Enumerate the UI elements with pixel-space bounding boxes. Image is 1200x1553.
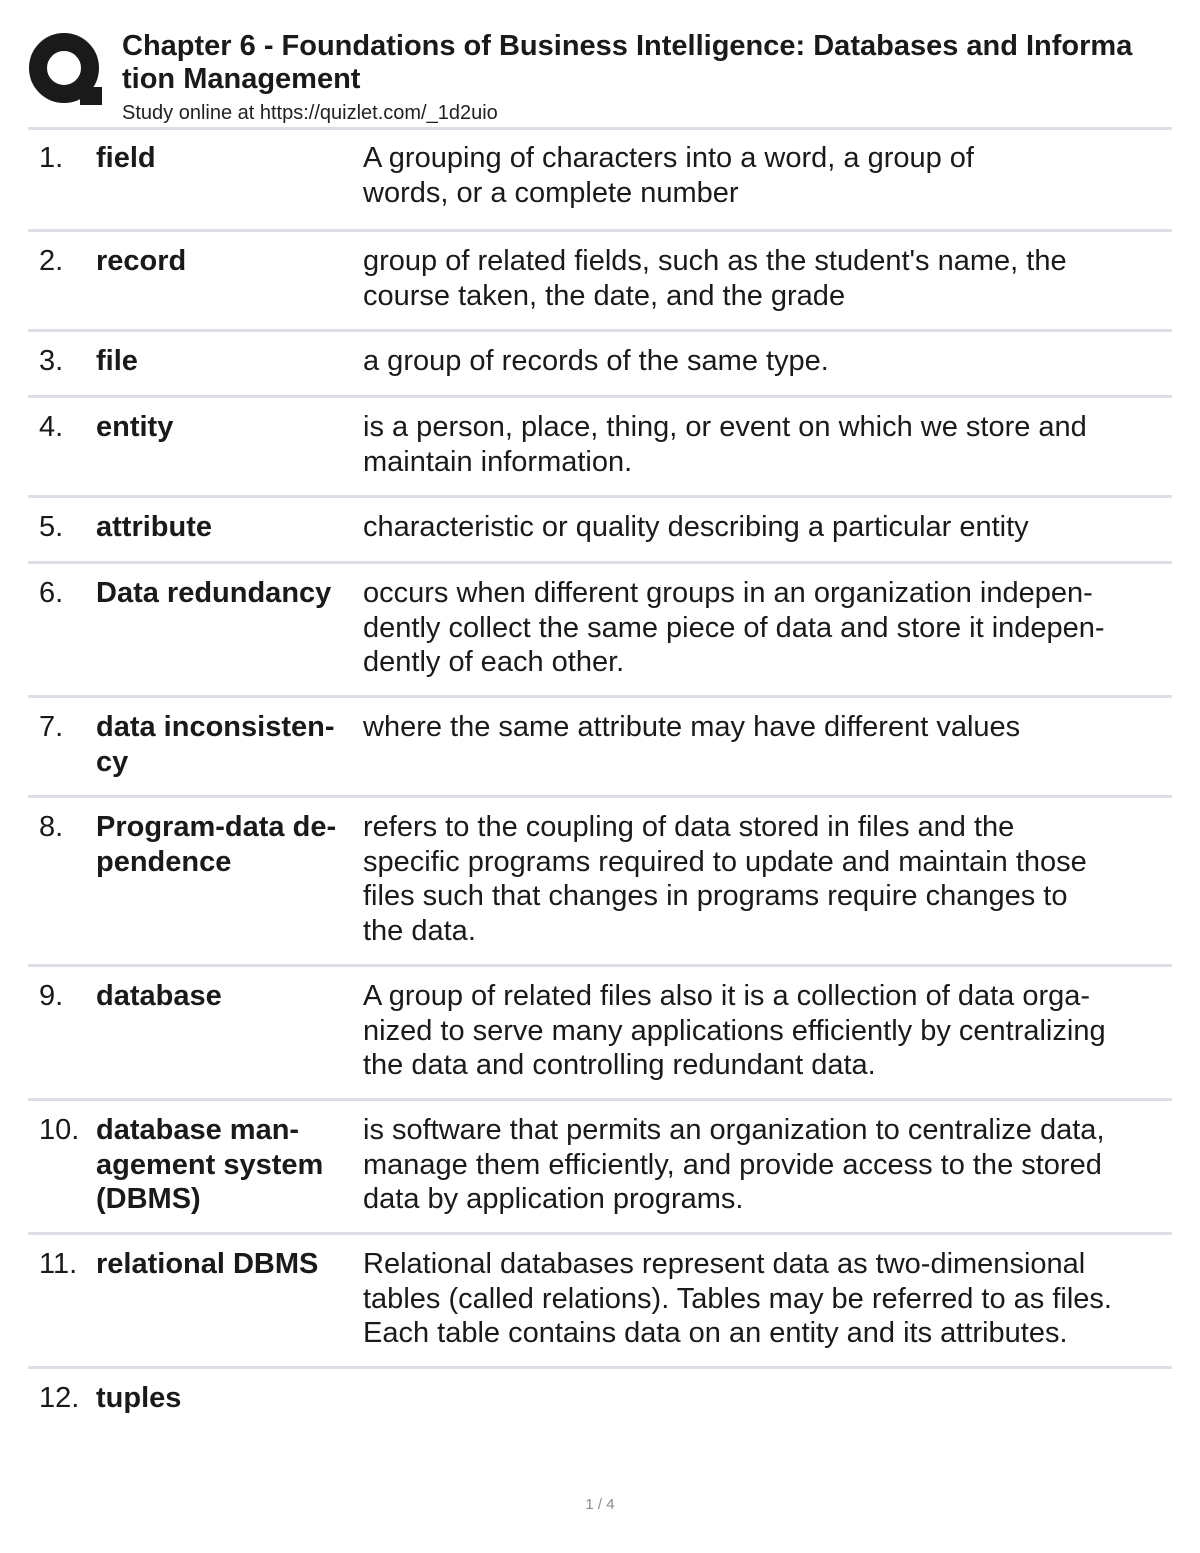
card-term (96, 244, 358, 279)
card-definition (363, 810, 1163, 948)
card-term (96, 710, 358, 779)
flashcard-row (28, 395, 1172, 495)
card-term-line: database man- (96, 1114, 300, 1146)
quizlet-logo-icon (28, 31, 104, 107)
flashcard-row (28, 561, 1172, 695)
card-definition (363, 510, 1163, 545)
card-term-line: file (96, 345, 138, 377)
card-number: 7. (39, 711, 64, 743)
card-term-line: data inconsisten- (96, 711, 335, 743)
page-title (122, 30, 1200, 96)
card-number: 12. (39, 1382, 80, 1414)
flashcard-row (28, 1366, 1172, 1446)
card-term-line: Program-data de- (96, 811, 337, 843)
card-definition-line: dently of each other. (363, 646, 625, 678)
page-title-line-1: Chapter 6 - Foundations of Business Intelligence: Databases and Informa (122, 30, 1133, 62)
card-definition-line: the data and controlling redundant data. (363, 1049, 876, 1081)
page-number: 1 / 4 (585, 1496, 615, 1513)
card-number: 5. (39, 511, 64, 543)
card-definition-line: characteristic or quality describing a particular entity (363, 511, 1029, 543)
card-term-line: entity (96, 411, 174, 443)
card-definition (363, 1113, 1163, 1217)
card-term-line: pendence (96, 845, 232, 878)
card-definition-line: occurs when different groups in an organization indepen- (363, 577, 1093, 609)
card-term-line: field (96, 142, 156, 174)
card-definition-line: where the same attribute may have different values (363, 711, 1021, 743)
card-term-line: agement system (96, 1148, 324, 1181)
card-definition-line: manage them efficiently, and provide access to the stored (363, 1148, 1102, 1181)
card-definition-line: files such that changes in programs require changes to (363, 880, 1068, 912)
flashcard-row (28, 964, 1172, 1098)
card-definition (363, 710, 1163, 745)
card-definition-line: tables (called relations). Tables may be referred to as files. (363, 1282, 1112, 1315)
card-definition-line: refers to the coupling of data stored in files and the (363, 811, 1015, 843)
card-term-line: attribute (96, 511, 212, 543)
card-definition-line: A group of related files also it is a collection of data orga- (363, 980, 1091, 1012)
card-definition-line: the data. (363, 914, 476, 947)
study-online-link[interactable]: Study online at https://quizlet.com/_1d2uio (122, 102, 498, 124)
card-definition (363, 344, 1163, 379)
card-number: 8. (39, 811, 64, 843)
flashcard-list (28, 129, 1172, 1446)
card-definition-line: nized to serve many applications efficiently by centralizing (363, 1014, 1106, 1047)
card-number: 2. (39, 245, 64, 277)
card-term (96, 344, 358, 379)
card-term-line: cy (96, 745, 129, 778)
card-term (96, 1381, 358, 1416)
card-definition-line: is software that permits an organization to centralize data, (363, 1114, 1105, 1146)
card-definition (363, 141, 1163, 210)
card-term (96, 979, 358, 1014)
card-number: 9. (39, 980, 64, 1012)
card-definition-line: maintain information. (363, 445, 633, 478)
card-number: 6. (39, 577, 64, 609)
flashcard-row (28, 229, 1172, 329)
card-term (96, 510, 358, 545)
flashcard-row (28, 695, 1172, 795)
card-number: 11. (39, 1248, 78, 1280)
card-definition-line: group of related fields, such as the student's name, the (363, 245, 1067, 277)
card-definition (363, 979, 1163, 1083)
card-definition-line: Relational databases represent data as two-dimensional (363, 1248, 1086, 1280)
card-term (96, 410, 358, 445)
card-definition-line: A grouping of characters into a word, a group of (363, 142, 974, 174)
card-number: 3. (39, 345, 64, 377)
card-definition (363, 410, 1163, 479)
flashcard-row (28, 1232, 1172, 1366)
card-definition (363, 576, 1163, 680)
card-term (96, 810, 358, 879)
card-term-line: (DBMS) (96, 1183, 201, 1215)
card-definition-line: data by application programs. (363, 1183, 744, 1215)
card-term-line: tuples (96, 1382, 182, 1414)
card-number: 10. (39, 1114, 80, 1146)
page-header (0, 0, 1200, 130)
flashcard-row (28, 795, 1172, 964)
card-definition-line: specific programs required to update and maintain those (363, 845, 1087, 878)
card-term (96, 141, 358, 176)
card-number: 4. (39, 411, 64, 443)
card-definition (363, 1247, 1163, 1351)
card-term (96, 1247, 358, 1282)
card-definition-line: is a person, place, thing, or event on which we store and (363, 411, 1087, 443)
card-term-line: relational DBMS (96, 1248, 319, 1280)
card-term-line: Data redundancy (96, 577, 332, 609)
card-definition-line: dently collect the same piece of data and store it indepen- (363, 611, 1105, 644)
card-definition-line: words, or a complete number (363, 176, 739, 209)
card-term-line: record (96, 245, 187, 277)
flashcard-row (28, 1098, 1172, 1232)
card-number: 1. (39, 142, 64, 174)
flashcard-row (28, 129, 1172, 229)
card-term (96, 576, 358, 611)
card-definition (363, 244, 1163, 313)
page-title-line-2: tion Management (122, 63, 361, 95)
flashcard-row (28, 495, 1172, 561)
flashcard-row (28, 329, 1172, 395)
card-definition-line: a group of records of the same type. (363, 345, 829, 377)
card-definition-line: Each table contains data on an entity and its attributes. (363, 1317, 1068, 1349)
card-term-line: database (96, 980, 222, 1012)
card-definition-line: course taken, the date, and the grade (363, 279, 846, 312)
card-term (96, 1113, 358, 1217)
